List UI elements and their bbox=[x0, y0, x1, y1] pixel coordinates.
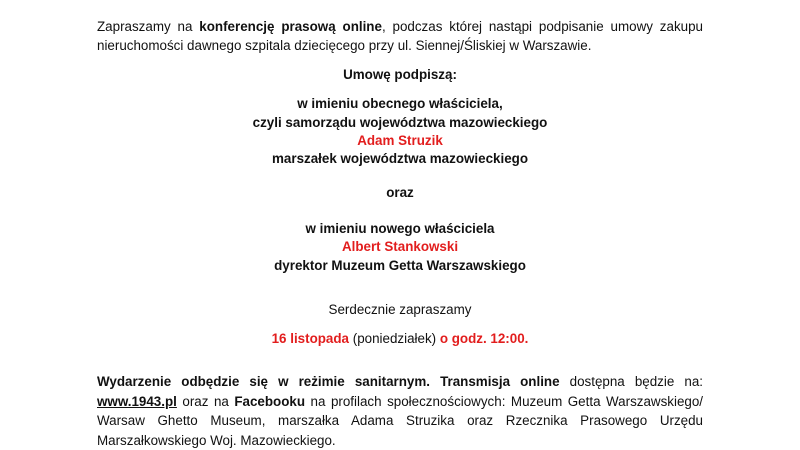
website-link[interactable]: www.1943.pl bbox=[97, 393, 177, 409]
footer-line-3: Warsaw Ghetto Museum, marszałka Adama Struzika oraz Rzecznika Prasowego Urzędu bbox=[97, 413, 703, 428]
first-signer-name: Adam Struzik bbox=[357, 133, 443, 148]
signers-heading: Umowę podpiszą: bbox=[343, 67, 457, 82]
event-date: 16 listopada bbox=[271, 331, 350, 346]
intro-text-end: , podczas której nastąpi podpisanie umowy zakupu nieruchomości dawnego szpitala dziecięcego przy ul. Siennej/Śliskiej w Warszawie. bbox=[97, 19, 703, 53]
footer-sanitary-note: Wydarzenie odbędzie się w reżimie sanitarnym. Transmisja online bbox=[97, 374, 560, 389]
first-signer-on-behalf: w imieniu obecnego właściciela, bbox=[297, 96, 503, 111]
conjunction: oraz bbox=[386, 185, 414, 200]
event-time: o godz. 12:00. bbox=[439, 331, 529, 346]
first-signer-role: marszałek województwa mazowieckiego bbox=[272, 151, 528, 166]
invitation-text: Serdecznie zapraszamy bbox=[328, 302, 472, 317]
intro-highlight: konferencję prasową online bbox=[199, 19, 382, 34]
footer-profiles: na profilach społecznościowych: Muzeum Getta Warszawskiego/ bbox=[305, 393, 704, 409]
second-signer-name: Albert Stankowski bbox=[341, 239, 459, 254]
intro-paragraph bbox=[97, 17, 703, 55]
footer-line-2 bbox=[97, 392, 703, 412]
footer-paragraph bbox=[97, 372, 703, 450]
event-datetime bbox=[97, 331, 703, 346]
footer-line-4: Marszałkowskiego Woj. Mazowieckiego. bbox=[97, 432, 336, 448]
intro-text-start: Zapraszamy na bbox=[97, 19, 200, 34]
second-signer-on-behalf: w imieniu nowego właściciela bbox=[305, 221, 495, 236]
facebook-mention: Facebooku bbox=[234, 393, 306, 409]
second-signer-role: dyrektor Muzeum Getta Warszawskiego bbox=[274, 258, 526, 273]
event-day: (poniedziałek) bbox=[349, 331, 440, 346]
footer-line-1 bbox=[97, 372, 703, 392]
footer-availability: dostępna będzie na: bbox=[559, 374, 703, 389]
first-signer-entity: czyli samorządu województwa mazowieckiego bbox=[252, 115, 548, 130]
footer-and-on: oraz na bbox=[176, 393, 235, 409]
